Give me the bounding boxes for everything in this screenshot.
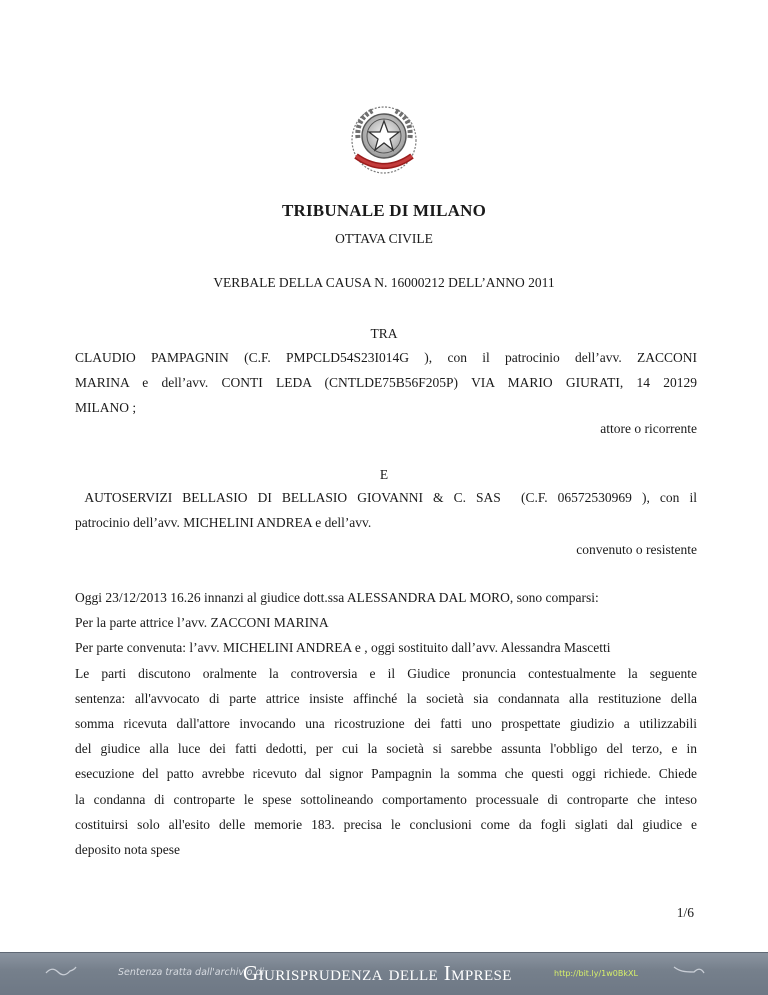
body-line: del giudice alla luce dei fatti dedotti, per cui la società si sarebbe assunta l'obbligo del terzo, e in xyxy=(75,741,697,757)
plaintiff-role: attore o ricorrente xyxy=(600,421,697,436)
plaintiff-block xyxy=(75,345,697,421)
page-number: 1/6 xyxy=(676,905,694,920)
body-line: la condanna di controparte le spese sottolineando comportamento processuale di controparte che inteso xyxy=(75,791,697,807)
plaintiff-line: CLAUDIO PAMPAGNIN (C.F. PMPCLD54S23I014G ), con il patrocinio dell’avv. ZACCONI xyxy=(75,350,697,365)
defendant-block xyxy=(75,485,697,535)
right-flourish-icon xyxy=(672,963,706,981)
body-line: esecuzione del patto avrebbe ricevuto dal signor Pampagnin la somma che questi oggi richiede. Chiede xyxy=(75,766,697,782)
archive-note: Sentenza tratta dall'archivio di xyxy=(118,967,265,978)
court-title: TRIBUNALE DI MILANO xyxy=(281,201,487,220)
defendant-line: AUTOSERVIZI BELLASIO DI BELLASIO GIOVANNI & C. SAS (C.F. 06572530969 ), con il xyxy=(75,490,697,505)
body-line: Le parti discutono oralmente la controversia e il Giudice pronuncia contestualmente la seguente xyxy=(75,665,697,681)
between-label: TRA xyxy=(370,326,398,341)
body-line: sentenza: all'avvocato di parte attrice insiste affinché la società sia condannata alla restituzione della xyxy=(75,690,697,706)
italian-republic-emblem-icon xyxy=(344,98,424,178)
defendant-line: patrocinio dell’avv. MICHELINI ANDREA e dell’avv. xyxy=(75,515,372,531)
defendant-role: convenuto o resistente xyxy=(576,542,697,557)
court-section: OTTAVA CIVILE xyxy=(335,231,433,246)
archive-link[interactable]: http://bit.ly/1w0BkXL xyxy=(554,969,638,978)
body-line: Per parte convenuta: l’avv. MICHELINI ANDREA e , oggi sostituito dall’avv. Alessandra Mascetti xyxy=(75,640,611,656)
body-line: Per la parte attrice l’avv. ZACCONI MARINA xyxy=(75,615,329,631)
body-line: costituirsi solo all'esito delle memorie 183. precisa le conclusioni come da fogli siglati dal giudice e xyxy=(75,816,697,832)
plaintiff-line: MILANO ; xyxy=(75,400,137,416)
body-line: somma ricevuta dall'attore invocando una ricostruzione dei fatti uno prospettate giudizio a utilizzabili xyxy=(75,716,697,732)
left-flourish-icon xyxy=(44,963,78,981)
and-label: E xyxy=(379,467,389,482)
archive-footer-banner xyxy=(0,952,768,995)
body-line: Oggi 23/12/2013 16.26 innanzi al giudice dott.ssa ALESSANDRA DAL MORO, sono comparsi: xyxy=(75,590,599,605)
hearing-minutes-body xyxy=(75,585,697,862)
brand-name: Giurisprudenza delle Imprese xyxy=(243,961,512,985)
body-line: deposito nota spese xyxy=(75,842,180,858)
case-record-heading: VERBALE DELLA CAUSA N. 16000212 DELL’ANNO 2011 xyxy=(213,275,555,290)
plaintiff-line: MARINA e dell’avv. CONTI LEDA (CNTLDE75B56F205P) VIA MARIO GIURATI, 14 20129 xyxy=(75,375,697,391)
